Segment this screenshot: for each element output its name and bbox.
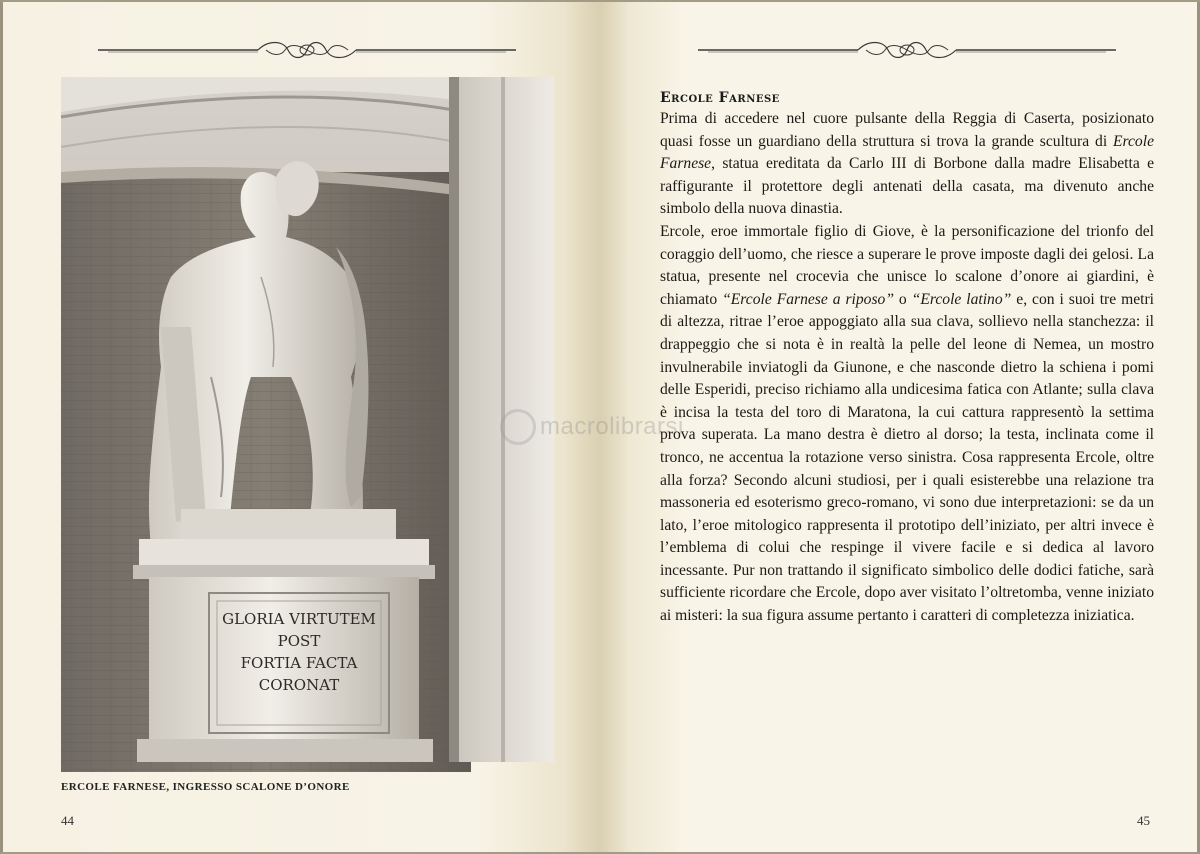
right-page	[540, 0, 1200, 854]
section-heading: Ercole Farnese	[660, 90, 780, 106]
text-run: o	[894, 290, 912, 308]
paragraph-2	[660, 221, 1154, 628]
plinth-line-1: GLORIA VIRTUTEM	[222, 610, 376, 628]
page-number-right: 45	[1137, 813, 1150, 828]
italic-run: Ercole Farnese	[660, 132, 1154, 173]
page-number-left: 44	[61, 813, 74, 828]
article-text	[660, 90, 1154, 628]
italic-run: “Ercole latino”	[911, 290, 1012, 308]
header-ornament-right	[698, 38, 1116, 62]
text-run: e, con i suoi tre metri di altezza, ritrae l’eroe appoggiato alla sua clava, sollievo nella stanchezza: il drappeggio che si nota è in realtà la pelle del leone di Nemea, un mostro invulnerabile inviatogli da Giunone, e che nasconde dietro la schiena i pomi delle Esperidi, preciso richiamo alla undicesima fatica con Atlante; sulla clava è incisa la testa del toro di Maratona, la cui cattura rappresentò la settima prova superata. La mano destra è dietro al dorso; la testa, inclinata come il tronco, ne accentua la rotazione verso sinistra. Cosa rappresenta Ercole, oltre alla forza? Secondo alcuni studiosi, per i quali esisterebbe una relazione tra massoneria ed esoterismo greco-romano, vi sono due interpretazioni: se da un lato, l’eroe mitologico rappresenta il prototipo dell’iniziato, per altri invece è l’emblema di colui che respinge il vivere facile e si dedica al lavoro incessante. Pur non trattando il significato simbolico delle dodici fatiche, sarà sufficiente ricordare che Ercole, dopo aver visitato l’oltretomba, venne iniziato ai misteri: la sua figura assume pertanto i caratteri di completezza iniziatica.	[660, 290, 1154, 625]
text-run: Ercole, eroe immortale figlio di Giove, è la personificazione del trionfo del coraggio dell’uomo, che riesce a superare le prove imposte dagli dei gelosi. La statua, presente nel crocevia che unisce lo scalone d’onore ai giardini, è chiamato	[660, 222, 1154, 308]
plinth-line-2: POST	[277, 632, 321, 650]
page-edge-top	[0, 0, 1200, 2]
text-run: , statua ereditata da Carlo III di Borbone dalla madre Elisabetta e raffigurante il protettore degli antenati della casata, ma divenuto anche simbolo della nuova dinastia.	[660, 155, 1154, 218]
italic-run: “Ercole Farnese a riposo”	[722, 290, 894, 308]
paragraph-1	[660, 108, 1154, 221]
photo-caption: ERCOLE FARNESE, INGRESSO SCALONE D’ONORE	[61, 781, 350, 793]
page-edge-left	[0, 0, 3, 854]
plinth-line-3: FORTIA FACTA	[240, 654, 358, 672]
statue-photo	[61, 77, 554, 762]
article-body	[660, 108, 1154, 628]
header-ornament-left	[98, 38, 516, 62]
plinth-line-4: CORONAT	[258, 676, 340, 694]
watermark-text: macrolibrarsi	[540, 413, 684, 440]
text-run: Prima di accedere nel cuore pulsante della Reggia di Caserta, posizionato quasi fosse un guardiano della struttura si trova la grande scultura di	[660, 110, 1154, 150]
